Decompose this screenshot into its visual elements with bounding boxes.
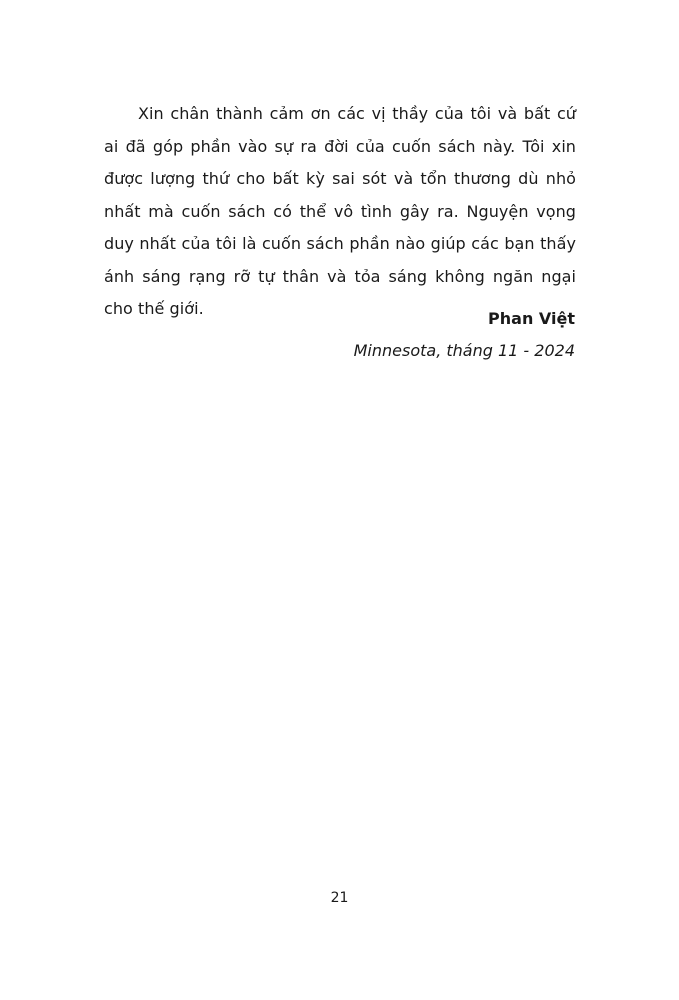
author-name: Phan Việt (488, 309, 575, 328)
place-date: Minnesota, tháng 11 - 2024 (353, 341, 575, 360)
body-paragraph: Xin chân thành cảm ơn các vị thầy của tôi và bất cứ ai đã góp phần vào sự ra đời của cuốn sách này. Tôi xin được lượng thứ cho bất kỳ sai sót và tổn thương dù nhỏ nhất mà cuốn sách có thể vô tình gây ra. Nguyện vọng duy nhất của tôi là cuốn sách phần nào giúp các bạn thấy ánh sáng rạng rỡ tự thân và tỏa sáng không ngăn ngại cho thế giới. (104, 104, 576, 318)
signature-block (354, 303, 575, 367)
page-number: 21 (330, 890, 349, 906)
